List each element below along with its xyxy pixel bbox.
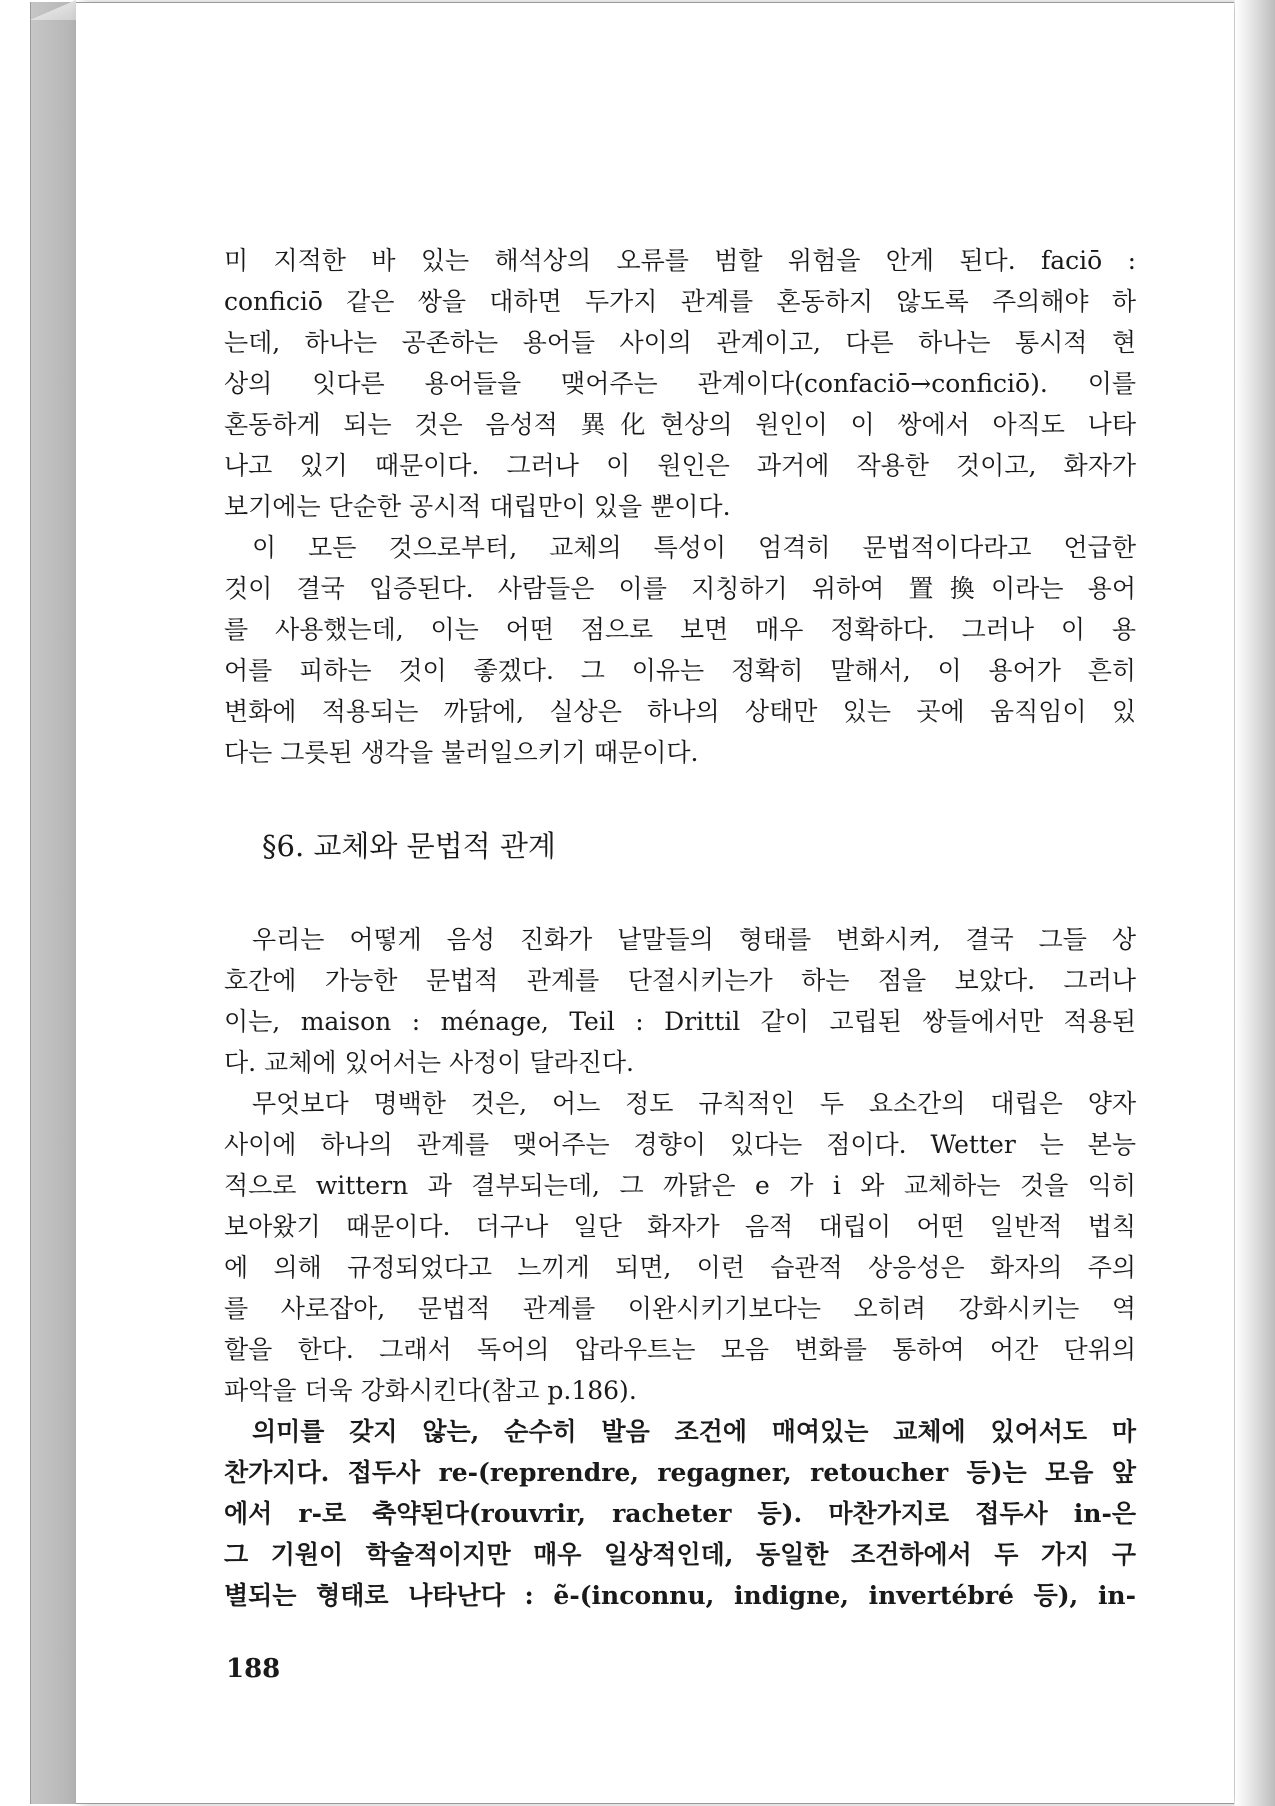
text-line: 다. 교체에 있어서는 사정이 달라진다. [224,1048,634,1077]
book-spine [30,2,78,1804]
text-line: 것이 결국 입증된다. 사람들은 이를 지칭하기 위하여 置換이라는 용어 [224,574,1136,603]
text-line: 에서 r-로 축약된다(rouvrir, racheter 등). 마찬가지로 접두사 in-은 [224,1499,1136,1528]
text-line: conficiō 같은 쌍을 대하면 두가지 관계를 혼동하지 않도록 주의해야 하 [224,287,1136,316]
text-line: 나고 있기 때문이다. 그러나 이 원인은 과거에 작용한 것이고, 화자가 [224,451,1136,480]
paragraph-1 [224,240,1136,527]
text-line: 할을 한다. 그래서 독어의 압라우트는 모음 변화를 통하여 어간 단위의 [224,1335,1136,1364]
text-line: 를 사용했는데, 이는 어떤 점으로 보면 매우 정확하다. 그러나 이 용 [224,615,1136,644]
text-line: 혼동하게 되는 것은 음성적 異化현상의 원인이 이 쌍에서 아직도 나타 [224,410,1136,439]
section-heading: §6. 교체와 문법적 관계 [262,829,556,863]
page-edge-shadow [1235,0,1275,1806]
page-body [224,240,1136,1616]
page-number: 188 [226,1654,281,1684]
text-line: 무엇보다 명백한 것은, 어느 정도 규칙적인 두 요소간의 대립은 양자 [252,1089,1136,1118]
text-line: 우리는 어떻게 음성 진화가 낱말들의 형태를 변화시켜, 결국 그들 상 [252,925,1136,954]
text-line: 변화에 적용되는 까닭에, 실상은 하나의 상태만 있는 곳에 움직임이 있 [224,697,1136,726]
text-line: 적으로 wittern 과 결부되는데, 그 까닭은 e 가 i 와 교체하는 것을 익히 [224,1171,1136,1200]
paragraph-2 [224,527,1136,773]
text-line: 를 사로잡아, 문법적 관계를 이완시키기보다는 오히려 강화시키는 역 [224,1294,1136,1323]
text-line: 사이에 하나의 관계를 맺어주는 경향이 있다는 점이다. Wetter 는 본능 [224,1130,1136,1159]
paragraph-5 [224,1411,1136,1616]
text-line: 어를 피하는 것이 좋겠다. 그 이유는 정확히 말해서, 이 용어가 흔히 [224,656,1136,685]
text-line: 그 기원이 학술적이지만 매우 일상적인데, 동일한 조건하에서 두 가지 구 [224,1540,1136,1569]
text-line: 찬가지다. 접두사 re-(reprendre, regagner, retoucher 등)는 모음 앞 [224,1458,1136,1487]
text-line: 이 모든 것으로부터, 교체의 특성이 엄격히 문법적이다라고 언급한 [252,533,1136,562]
text-line: 별되는 형태로 나타난다 : ẽ-(inconnu, indigne, invertébré 등), in- [224,1581,1136,1610]
text-line: 호간에 가능한 문법적 관계를 단절시키는가 하는 점을 보았다. 그러나 [224,966,1136,995]
paragraph-4 [224,1083,1136,1411]
text-line: 이는, maison : ménage, Teil : Drittil 같이 고립된 쌍들에서만 적용된 [224,1007,1136,1036]
text-line: 다는 그릇된 생각을 불러일으키기 때문이다. [224,738,699,767]
text-line: 보기에는 단순한 공시적 대립만이 있을 뿐이다. [224,492,731,521]
text-line: 파악을 더욱 강화시킨다(참고 p.186). [224,1376,637,1405]
paragraph-3 [224,919,1136,1083]
text-line: 는데, 하나는 공존하는 용어들 사이의 관계이고, 다른 하나는 통시적 현 [224,328,1136,357]
text-line: 보아왔기 때문이다. 더구나 일단 화자가 음적 대립이 어떤 일반적 법칙 [224,1212,1136,1241]
text-line: 미 지적한 바 있는 해석상의 오류를 범할 위험을 안게 된다. faciō : [224,246,1136,275]
text-line: 의미를 갖지 않는, 순수히 발음 조건에 매여있는 교체에 있어서도 마 [252,1417,1136,1446]
text-line: 상의 잇다른 용어들을 맺어주는 관계이다(confaciō→conficiō). 이를 [224,369,1136,398]
text-line: 에 의해 규정되었다고 느끼게 되면, 이런 습관적 상응성은 화자의 주의 [224,1253,1136,1282]
